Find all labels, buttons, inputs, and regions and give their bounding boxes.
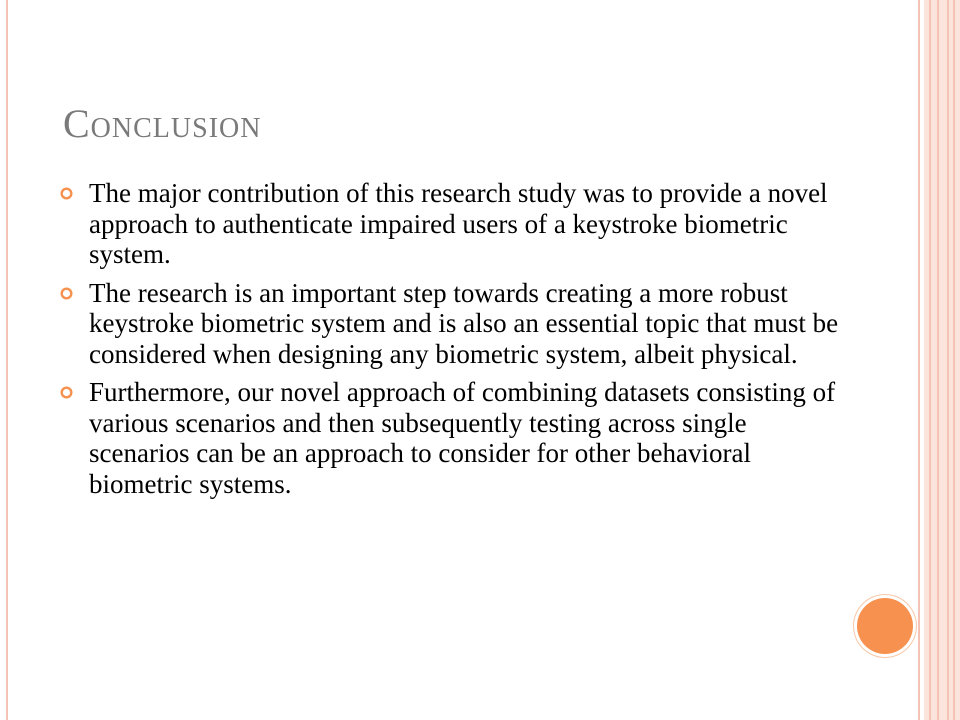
ring-bullet-icon (60, 386, 73, 399)
frame-strip-line (953, 0, 955, 720)
bullet-item (60, 278, 840, 370)
frame-right-line (918, 0, 920, 720)
frame-strip-line (947, 0, 949, 720)
bullet-list (60, 178, 840, 507)
ring-bullet-icon (60, 287, 73, 300)
accent-circle-decoration (857, 598, 913, 654)
bullet-text: The research is an important step towards creating a more robust keystroke biometric system and is also an essential topic that must be considered when designing any biometric system, albeit physical. (89, 277, 839, 369)
bullet-text: Furthermore, our novel approach of combining datasets consisting of various scenarios and then subsequently testing across single scenarios can be an approach to consider for other behavioral biometric systems. (89, 377, 836, 499)
frame-strip-line (929, 0, 931, 720)
ring-bullet-icon (60, 187, 73, 200)
bullet-item (60, 377, 840, 499)
bullet-text: The major contribution of this research study was to provide a novel approach to authenticate impaired users of a keystroke biometric system. (89, 178, 828, 269)
frame-left-line (6, 0, 8, 720)
slide-title: Conclusion (63, 101, 262, 146)
frame-strip-line (937, 0, 939, 720)
bullet-item (60, 178, 840, 270)
